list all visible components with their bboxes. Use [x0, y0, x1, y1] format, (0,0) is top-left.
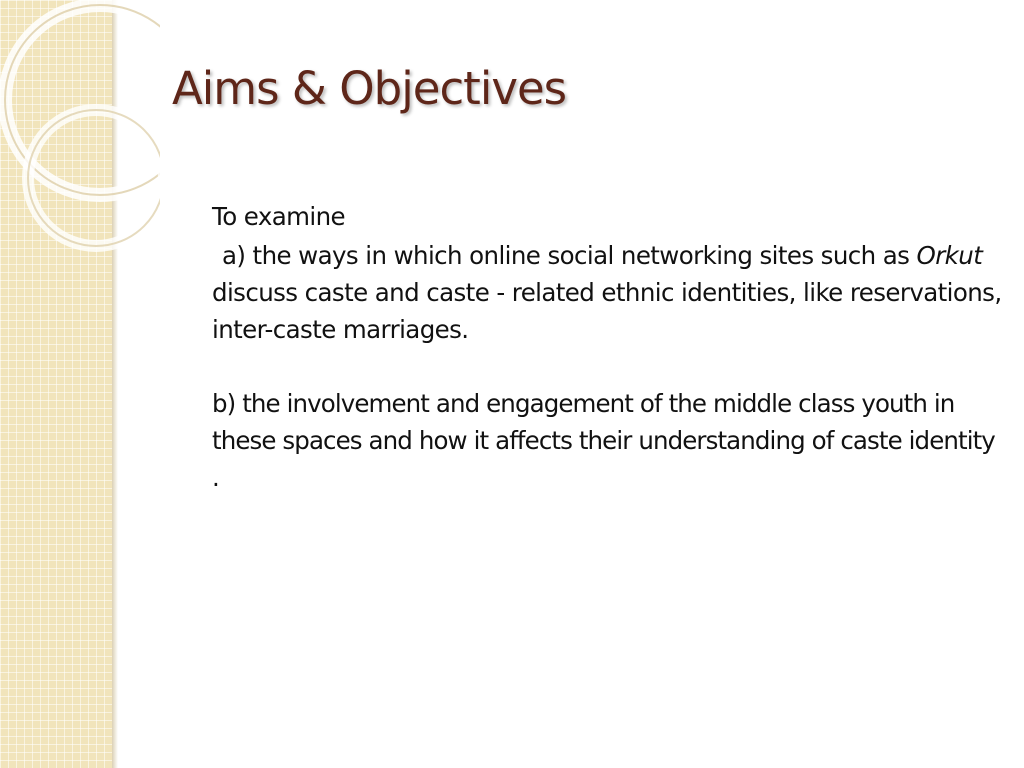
slide-body	[212, 198, 1002, 496]
slide-title: Aims & Objectives	[172, 62, 567, 115]
objective-b: b) the involvement and engagement of the middle class youth in these spaces and how it affects their understanding of caste identity .	[212, 389, 995, 492]
intro-line: To examine	[212, 202, 346, 231]
decorative-rings	[0, 0, 160, 260]
paragraph-gap	[212, 348, 1002, 385]
objective-a-tail: discuss caste and caste - related ethnic identities, like reservations, inter-caste marriages.	[212, 278, 1002, 344]
objective-a-emphasis: Orkut	[916, 241, 983, 270]
objective-a	[212, 237, 1002, 348]
objective-a-lead: a) the ways in which online social networking sites such as	[222, 241, 917, 270]
